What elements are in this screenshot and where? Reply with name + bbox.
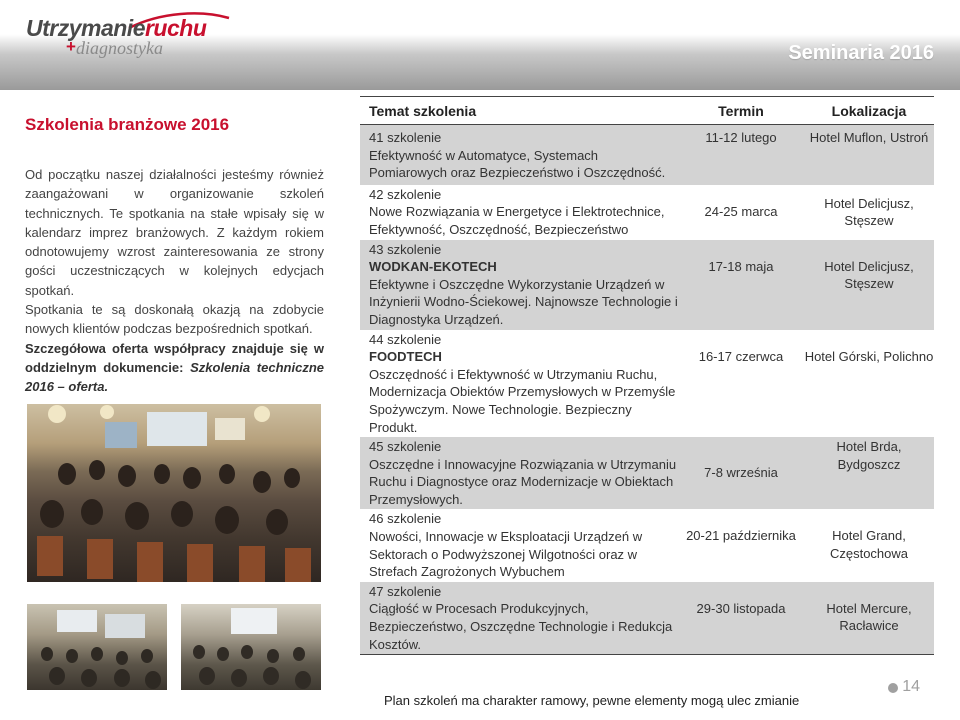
header-title: Seminaria 2016 [788, 42, 934, 64]
header-topic: Temat szkolenia [360, 97, 678, 125]
topic-cell [360, 185, 678, 240]
seminar-number: 43 szkolenie [369, 241, 442, 257]
audience-photo-illustration [27, 604, 167, 690]
seminar-description: Nowe Rozwiązania w Energetyce i Elektrotechnice, Efektywność, Oszczędność, Bezpieczeństwo [369, 204, 665, 237]
header-location: Lokalizacja [804, 97, 934, 125]
location-cell: Hotel Delicjusz, Stęszew [804, 240, 934, 330]
audience-photo-illustration [181, 604, 321, 690]
topic-cell [360, 437, 678, 509]
date-cell: 11-12 lutego [678, 125, 804, 185]
location-cell: Hotel Mercure, Racławice [804, 582, 934, 655]
date-cell: 16-17 czerwca [678, 330, 804, 438]
seminar-description: Efektywność w Automatyce, Systemach Pomiarowych oraz Bezpieczeństwo i Oszczędność. [369, 147, 666, 181]
intro-column [25, 113, 324, 397]
table-row [360, 240, 934, 330]
topic-cell [360, 509, 678, 581]
date-cell: 29-30 listopada [678, 582, 804, 655]
seminar-number: 41 szkolenie [369, 130, 442, 145]
seminar-description: Ciągłość w Procesach Produkcyjnych, Bezpieczeństwo, Oszczędne Technologie i Redukcja Kosztów. [369, 601, 673, 652]
table-row [360, 185, 934, 240]
seminar-description: Oszczędność i Efektywność w Utrzymaniu Ruchu, Modernizacja Obiektów Przemysłowych w Przemyśle Spożywczym. Nowe Technologie. Bezpieczny Produkt. [369, 366, 676, 435]
topic-cell [360, 240, 678, 330]
seminar-photo-small-2 [181, 604, 321, 690]
audience-photo-illustration [27, 404, 321, 582]
seminar-number: 42 szkolenie [369, 186, 442, 202]
intro-paragraph-3-text: Szczegółowa oferta współpracy znajduje się w oddzielnym dokumencie: [25, 340, 324, 375]
logo-part-2: ruchu [144, 15, 207, 41]
table-row [360, 437, 934, 509]
seminar-photo-main [27, 404, 321, 582]
date-cell: 20-21 października [678, 509, 804, 581]
seminar-number: 46 szkolenie [369, 511, 442, 527]
offer-document-name: Szkolenia techniczne 2016 – oferta. [25, 359, 324, 395]
topic-cell [360, 125, 678, 185]
location-cell: Hotel Grand, Częstochowa [804, 509, 934, 581]
date-cell: 7-8 września [678, 437, 804, 509]
logo-plus: + [66, 37, 76, 56]
date-cell: 24-25 marca [678, 185, 804, 240]
location-cell: Hotel Muflon, Ustroń [804, 125, 934, 185]
seminar-title: FOODTECH [369, 349, 442, 365]
table-row [360, 582, 934, 655]
date-cell: 17-18 maja [678, 240, 804, 330]
section-title: Szkolenia branżowe 2016 [25, 115, 230, 134]
topic-cell [360, 582, 678, 655]
intro-paragraph-1: Od początku naszej działalności jesteśmy również zaangażowani w organizowanie szkoleń technicznych. Te spotkania na stałe wpisały się w kalendarz imprez branżowych. Z każdym rokiem odnotowujemy wzrost zainteresowania ze strony gości uczestniczących w kolejnych edycjach spotkań. [25, 167, 324, 298]
logo-subtitle: diagnostyka [76, 38, 163, 58]
page-number: 14 [902, 678, 920, 695]
table-row [360, 509, 934, 581]
table-row [360, 125, 934, 185]
seminar-number: 47 szkolenie [369, 583, 442, 599]
seminar-title: WODKAN-EKOTECH [369, 259, 497, 275]
seminar-description: Efektywne i Oszczędne Wykorzystanie Urządzeń w Inżynierii Wodno-Ściekowej. Najnowsze Technologie i Diagnostyka Urządzeń. [369, 276, 678, 327]
seminar-schedule [360, 96, 934, 655]
seminar-description: Nowości, Innowacje w Eksploatacji Urządzeń w Sektorach o Podwyższonej Wilgotności oraz w Strefach Zagrożonych Wybuchem [369, 529, 643, 580]
table-header-row [360, 97, 934, 125]
seminar-photo-small-1 [27, 604, 167, 690]
seminar-description: Oszczędne i Innowacyjne Rozwiązania w Utrzymaniu Ruchu i Diagnostyce oraz Modernizacje w Obiektach Przemysłowych. [369, 456, 677, 507]
header-bar [0, 0, 960, 90]
header-date: Termin [678, 97, 804, 125]
topic-cell [360, 330, 678, 438]
page-dot-icon [888, 683, 898, 693]
intro-paragraph-2: Spotkania te są doskonałą okazją na zdobycie nowych klientów podczas bezpośrednich spotkań. [25, 302, 324, 337]
intro-paragraph-3 [25, 339, 324, 397]
location-cell: Hotel Brda, Bydgoszcz [804, 437, 934, 509]
logo-part-1: Utrzymanie [26, 15, 145, 41]
location-cell: Hotel Delicjusz, Stęszew [804, 185, 934, 240]
table-row [360, 330, 934, 438]
footer-note: Plan szkoleń ma charakter ramowy, pewne elementy mogą ulec zmianie [384, 693, 800, 708]
location-cell: Hotel Górski, Polichno [804, 330, 934, 438]
seminar-number: 44 szkolenie [369, 331, 442, 347]
schedule-table [360, 96, 934, 655]
seminar-number: 45 szkolenie [369, 439, 442, 455]
brand-logo[interactable] [26, 14, 226, 62]
